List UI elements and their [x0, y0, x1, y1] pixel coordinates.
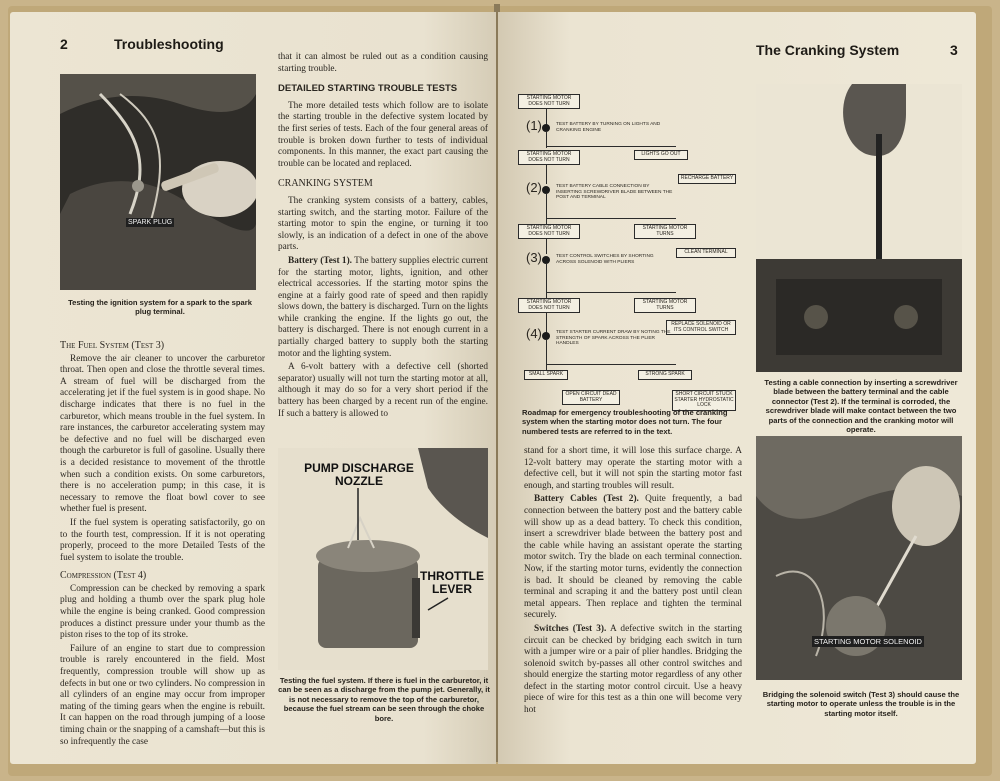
flow-step-2-right-box: STARTING MOTOR TURNS: [634, 224, 696, 239]
flow-step-1-result: RECHARGE BATTERY: [678, 174, 736, 184]
flow-step-3-number: (3): [526, 250, 542, 265]
solenoid-photo: [756, 436, 962, 680]
flow-step-1-number: (1): [526, 118, 542, 133]
flow-step-3-right-box: STARTING MOTOR TURNS: [634, 298, 696, 313]
battery-illustration: [756, 84, 962, 372]
flow-step-3-test: TEST CONTROL SWITCHES BY SHORTING ACROSS SOLENOID WITH PLIERS: [556, 254, 654, 265]
flow-step-3-dot: [542, 256, 550, 264]
solenoid-caption: Bridging the solenoid switch (Test 3) should cause the starting motor to operate unless the trouble is in the starting motor itself.: [762, 690, 960, 718]
page-number-left: 2: [60, 36, 68, 52]
flow-step-1-dot: [542, 124, 550, 132]
cranking-system-paragraph: The cranking system consists of a battery, cables, starting switch, and the starting motor. Failure of the starting motor to spin the engine, or turning it too slowly, is an indication of a defect in one of the above parts.: [278, 195, 488, 253]
battery-test-paragraph: The battery supplies electric current for the starting motor, lights, ignition, and other electrical accessories. If the starting motor spins the engine at a fairly good rate of speed and then rapidly slows down, the battery is discharged. Turn on the lights while cranking the engine. If the lights go out, the battery is discharged. There is not enough current in a partially charged battery to supply both the starting motor and the lighting system.: [278, 255, 488, 359]
compression-heading: Compression (Test 4): [60, 570, 147, 582]
flow-step-4-dot: [542, 332, 550, 340]
detailed-tests-heading: DETAILED STARTING TROUBLE TESTS: [278, 83, 458, 95]
solenoid-label: STARTING MOTOR SOLENOID: [814, 637, 922, 646]
spark-plug-photo: [60, 74, 256, 290]
flow-step-2-test: TEST BATTERY CABLE CONNECTION BY INSERTING SCREWDRIVER BLADE BETWEEN THE POST AND TERMINAL: [556, 184, 673, 200]
flow-step-2-left-box: STARTING MOTOR DOES NOT TURN: [518, 224, 580, 239]
compression-paragraph-2: Failure of an engine to start due to compression trouble is rarely encountered in the field. Most frequently, compression trouble will show up as defects in but one or two cylinders. No compression in all cylinders of an engine may occur from improper mating of the timing gears when the engine is rebuilt. It can happen on the road through jumping of a loose timing chain or the snapping of a camshaft—but this is so infrequently the case: [60, 643, 265, 747]
spark-plug-illustration: [60, 74, 256, 290]
battery-test-lead: Battery (Test 1).: [288, 255, 352, 266]
switches-paragraph: A defective switch in the starting circuit can be checked by bridging each switch in turn with a jumper wire or a pair of plier handles. Bridging the solenoid switch by-passes all other control switches and should energize the starting motor regardless of any other defect in the starting motor control circuit. Use a heavy piece of wire for this test as a thin one will become very hot: [524, 623, 742, 716]
left-column: [60, 334, 265, 750]
flow-step-4-result: SHORT CIRCUIT STUCK STARTER HYDROSTATIC LOCK: [672, 390, 736, 411]
carburetor-caption: Testing the fuel system. If there is fuel in the carburetor, it can be seen as a discharge from the pump jet. Generally, it is not necessary to remove the top of the carburetor, because the fuel stream can be seen through the choke bore.: [278, 676, 490, 723]
fuel-paragraph-1: Remove the air cleaner to uncover the carburetor throat. Then open and close the throttle several times. A stream of fuel will be discharged from the accelerating jet if the fuel system is in good shape. No discharge indicates that there is no fuel in the carburetor, which means trouble in the fuel system. In rare instances, the carburetor accelerating system may be defective and no fuel will be discharged even though the carburetor is full of gasoline. Usually there is a decided resistance to movement of the throttle when such a condition exists. On some carburetors, there is no acceleration pump; in this case, it is necessary to remove the float bowl cover to see whether fuel is present.: [60, 353, 265, 515]
battery-cable-caption: Testing a cable connection by inserting a screwdriver blade between the battery terminal and the cable connector (Test 2). If the terminal is corroded, the screwdriver blade will make contact between the two parts of the connection and the cranking motor will operate.: [764, 378, 958, 435]
fuel-paragraph-2: If the fuel system is operating satisfactorily, go on to the fourth test, compression. If it is not operating properly, proceed to the more Detailed Tests of the fuel system to isolate the trouble.: [60, 517, 265, 563]
switches-lead: Switches (Test 3).: [534, 623, 607, 634]
flow-step-2-result: CLEAN TERMINAL: [676, 248, 736, 258]
spark-plug-label: SPARK PLUG: [128, 219, 173, 226]
battery-cable-photo: [756, 84, 962, 372]
flow-step-4-number: (4): [526, 326, 542, 341]
flow-step-3-left-box: STARTING MOTOR DOES NOT TURN: [518, 298, 580, 313]
flow-step-3-result: REPLACE SOLENOID OR ITS CONTROL SWITCH: [666, 320, 736, 335]
left-page-right-column: [278, 52, 488, 422]
compression-paragraph-1: Compression can be checked by removing a spark plug and holding a thumb over the spark plug hole while the engine is being cranked. Good compression produces a distinct pressure under your thumb as the piston rises to the top of its stroke.: [60, 583, 265, 641]
flow-step-4-test: TEST STARTER CURRENT DRAW BY NOTING THE STRENGTH OF SPARK ACROSS THE PLIER HANDLES: [556, 330, 671, 346]
spark-plug-caption: Testing the ignition system for a spark to the spark plug terminal.: [68, 298, 252, 317]
flow-step-4-left-result: OPEN CIRCUIT DEAD BATTERY: [562, 390, 620, 405]
battery-cables-paragraph: Quite frequently, a bad connection between the battery post and the battery cable will show up as a dead battery. To check this condition, insert a screwdriver blade between the battery post and the cable while having an assistant operate the starting motor switch. Try the blade on each terminal connection. Now, if the starting motor turns, evidently the connection is bad. It should be cleaned by removing the cable terminal and scraping it and the battery post until clean metal appears. Then replace and tighten the terminal securely.: [524, 494, 742, 621]
page-number-right: 3: [950, 42, 958, 58]
continued-text: that it can almost be ruled out as a condition causing starting trouble.: [278, 52, 488, 74]
left-page: [10, 12, 496, 764]
right-page-text: [524, 446, 742, 719]
flowchart-caption: Roadmap for emergency troubleshooting of the cranking system when the starting motor does not turn. The four numbered tests are referred to in the text.: [522, 408, 728, 436]
flow-top-box: STARTING MOTOR DOES NOT TURN: [518, 94, 580, 109]
flow-step-1-left-box: STARTING MOTOR DOES NOT TURN: [518, 150, 580, 165]
flow-step-2-number: (2): [526, 180, 542, 195]
flow-step-1-test: TEST BATTERY BY TURNING ON LIGHTS AND CRANKING ENGINE: [556, 122, 661, 133]
cranking-system-heading: CRANKING SYSTEM: [278, 178, 373, 190]
throttle-lever-callout: THROTTLE LEVER: [420, 569, 484, 596]
battery-cables-lead: Battery Cables (Test 2).: [534, 494, 639, 505]
pump-nozzle-callout: PUMP DISCHARGE NOZZLE: [304, 461, 414, 488]
troubleshooting-flowchart: [516, 88, 738, 409]
running-head-right: The Cranking System: [756, 42, 900, 58]
right-page: [498, 12, 976, 764]
battery-continued-text: stand for a short time, it will lose this surface charge. A 12-volt battery may operate the starting motor with a defective cell, but it will not spin the starting motor fast enough, and starting troubles will result.: [524, 446, 742, 491]
detailed-tests-paragraph: The more detailed tests which follow are to isolate the starting trouble in the defective system located by the first series of tests. Each of the four general areas of trouble is broken down further to tests of individual components. In this manner, the exact part causing the trouble can be located and replaced.: [278, 100, 488, 169]
battery-test-paragraph-2: A 6-volt battery with a defective cell (shorted separator) usually will not turn the starting motor at all, although it may do so for a very short period if the battery has been charged by a recent run of the engine. If such a battery is allowed to: [278, 362, 488, 419]
flow-step-1-right-box: LIGHTS GO OUT: [634, 150, 688, 160]
flow-step-4-right-box: STRONG SPARK: [638, 370, 692, 380]
flow-step-4-left-box: SMALL SPARK: [524, 370, 568, 380]
flow-step-2-dot: [542, 186, 550, 194]
running-head-left: Troubleshooting: [114, 36, 224, 52]
carburetor-photo: [278, 448, 488, 670]
fuel-system-heading: The Fuel System (Test 3): [60, 340, 165, 351]
